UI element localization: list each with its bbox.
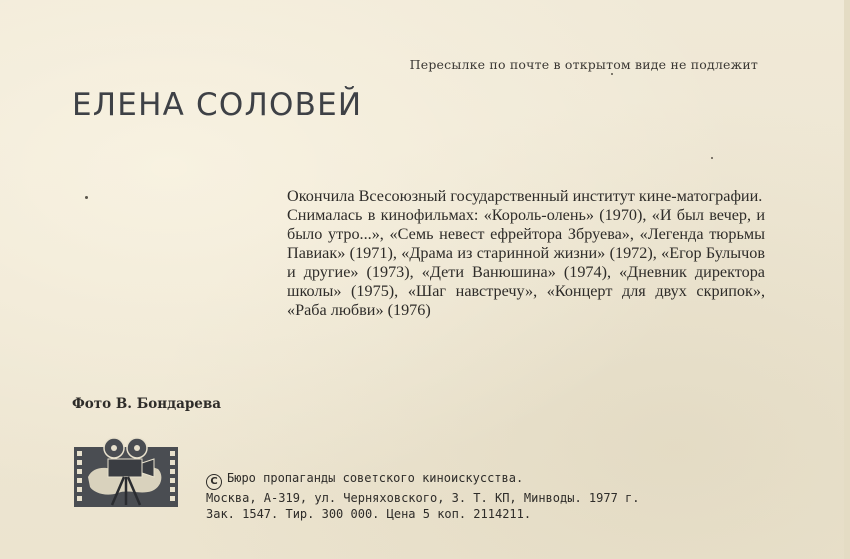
postal-notice: Пересылке по почте в открытом виде не подлежит [409,57,758,72]
biography-filmography: Снималась в кинофильмах: «Король-олень» (1970), «И был вечер, и было утро...», «Семь невест ефрейтора Збруева», «Легенда тюрьмы Павиак» (1971), «Драма из старинной жизни» (1972), «Егор Булычов и другие» (1973), «Дети Ванюшина» (1974), «Дневник директора школы» (1975), «Шаг навстречу», «Концерт для двух скрипок», «Раба любви» (1976) [287,206,765,319]
actress-name: ЕЛЕНА СОЛОВЕЙ [72,87,363,123]
biography [287,187,765,320]
biography-education: Окончила Всесоюзный государственный институт кине-матографии. [287,187,763,205]
publisher-imprint [206,470,639,522]
paper-speck [85,196,88,199]
imprint-publisher: Бюро пропаганды советского киноискусства. [227,471,524,485]
imprint-address: Москва, А-319, ул. Черняховского, 3. Т. КП, Минводы. 1977 г. [206,491,640,505]
photo-credit: Фото В. Бондарева [72,396,222,412]
paper-speck [711,157,713,159]
film-camera-map-logo-icon [74,437,178,509]
copyright-icon: C [206,474,222,490]
paper-speck [611,73,613,75]
imprint-order: Зак. 1547. Тир. 300 000. Цена 5 коп. 2114211. [206,507,532,521]
imprint-publisher-line [206,470,639,490]
